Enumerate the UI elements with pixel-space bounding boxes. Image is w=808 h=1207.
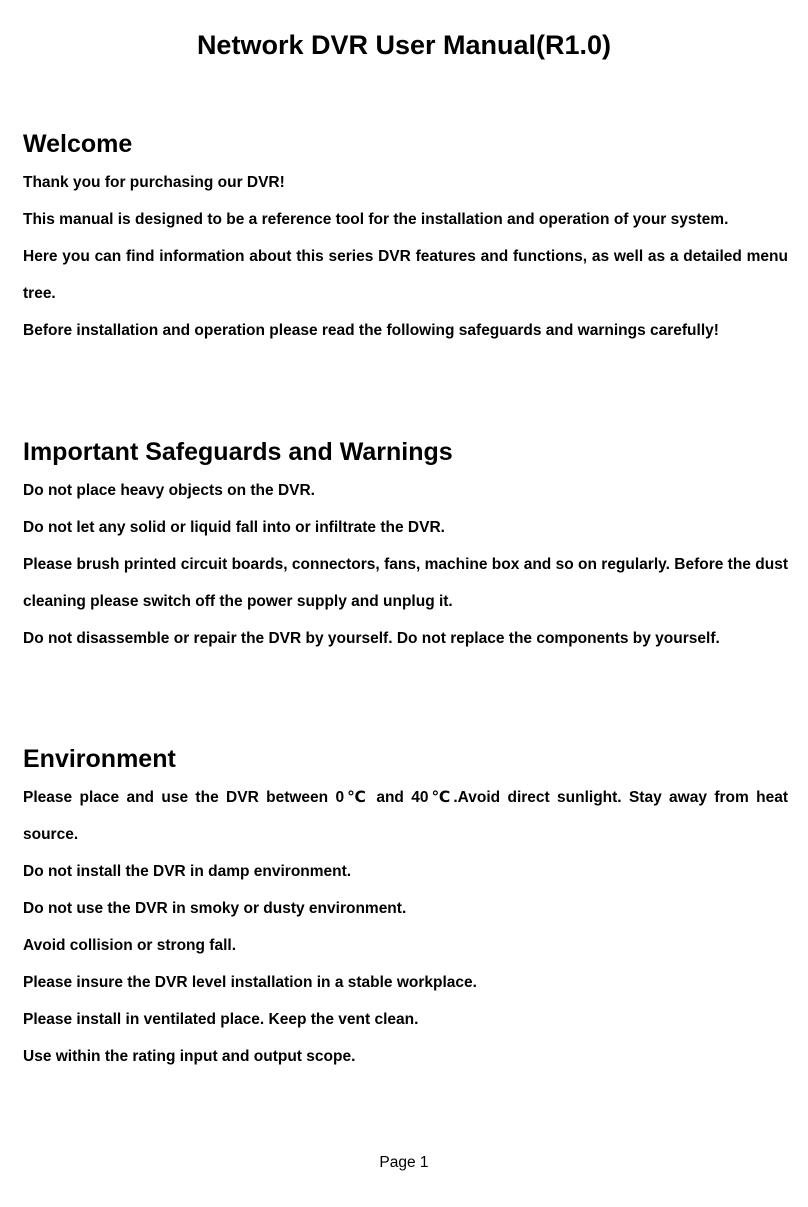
safeguard-paragraph: Please brush printed circuit boards, connectors, fans, machine box and so on regularly. Before the dust cleaning please switch off the power supply and unplug it. bbox=[23, 556, 788, 610]
environment-paragraph: Avoid collision or strong fall. bbox=[23, 937, 236, 954]
welcome-paragraph: Before installation and operation please read the following safeguards and warnings carefully! bbox=[23, 322, 719, 339]
safeguard-paragraph: Do not place heavy objects on the DVR. bbox=[23, 482, 315, 499]
welcome-paragraph: Here you can find information about this series DVR features and functions, as well as a detailed menu tree. bbox=[23, 248, 788, 302]
safeguard-paragraph: Do not disassemble or repair the DVR by yourself. Do not replace the components by yourself. bbox=[23, 630, 720, 647]
section-heading-safeguards: Important Safeguards and Warnings bbox=[23, 438, 453, 466]
welcome-paragraph: This manual is designed to be a reference tool for the installation and operation of your system. bbox=[23, 211, 729, 228]
safeguard-paragraph: Do not let any solid or liquid fall into or infiltrate the DVR. bbox=[23, 519, 445, 536]
section-heading-environment: Environment bbox=[23, 745, 176, 773]
environment-paragraph: Use within the rating input and output scope. bbox=[23, 1048, 356, 1065]
page-number: Page 1 bbox=[379, 1154, 429, 1171]
environment-paragraph: Do not install the DVR in damp environment. bbox=[23, 863, 352, 880]
environment-paragraph: Please place and use the DVR between 0℃ and 40℃.Avoid direct sunlight. Stay away from heat source. bbox=[23, 789, 788, 843]
welcome-paragraph: Thank you for purchasing our DVR! bbox=[23, 174, 285, 191]
document-title: Network DVR User Manual(R1.0) bbox=[196, 30, 612, 60]
environment-paragraph: Please insure the DVR level installation in a stable workplace. bbox=[23, 974, 477, 991]
section-safeguards bbox=[23, 435, 788, 657]
environment-paragraph: Please install in ventilated place. Keep the vent clean. bbox=[23, 1011, 419, 1028]
section-heading-welcome: Welcome bbox=[23, 130, 133, 158]
environment-paragraph: Do not use the DVR in smoky or dusty environment. bbox=[23, 900, 407, 917]
section-environment bbox=[23, 742, 788, 1075]
section-welcome bbox=[23, 127, 788, 349]
